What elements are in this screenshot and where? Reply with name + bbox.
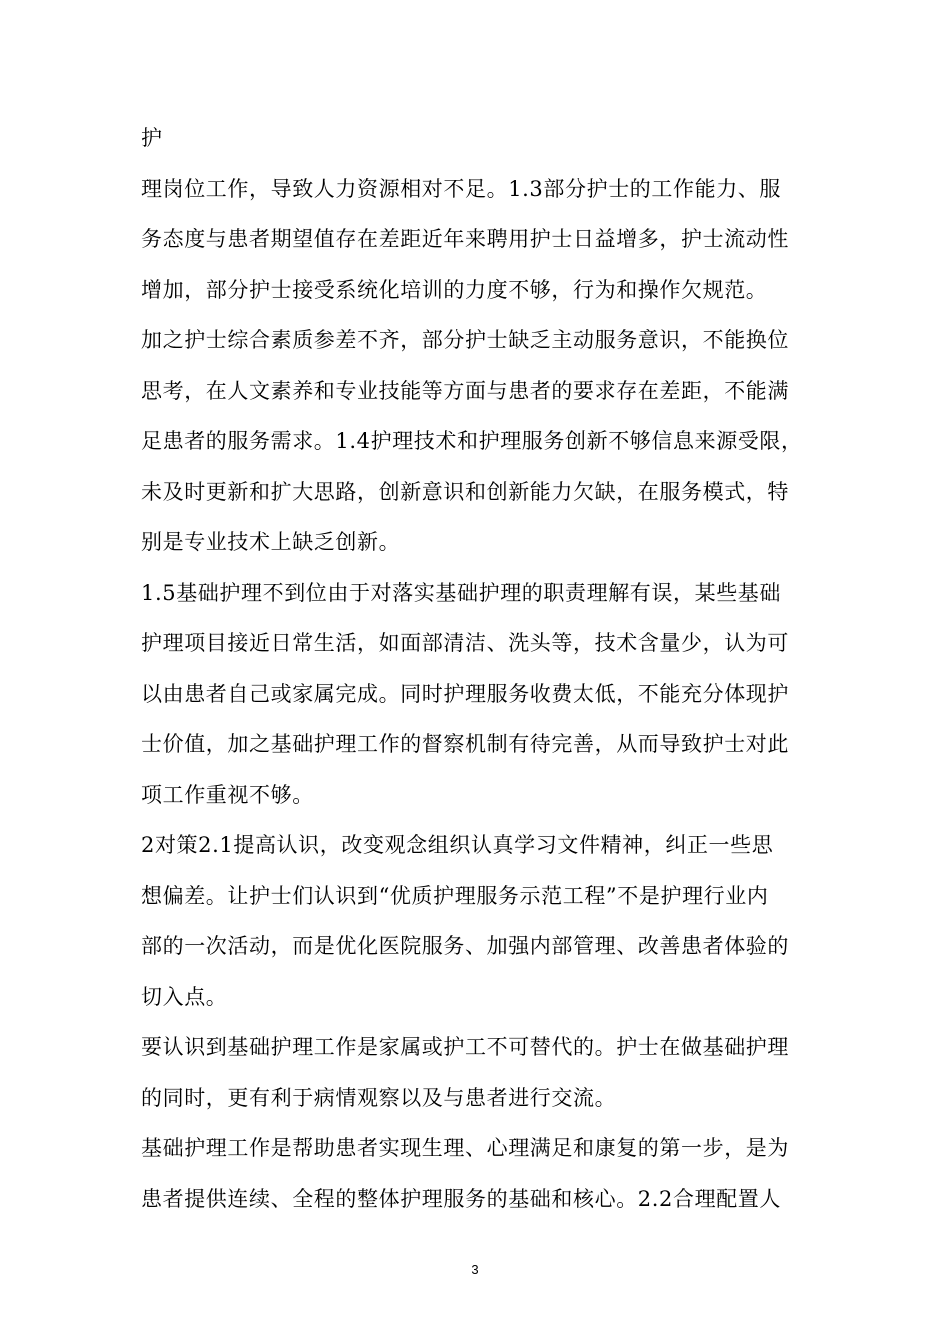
text-line: 项工作重视不够。 xyxy=(141,783,314,807)
text-line: 务态度与患者期望值存在差距近年来聘用护士日益增多，护士流动性 xyxy=(141,227,789,251)
text-line: 理岗位工作，导致人力资源相对不足。1.3部分护士的工作能力、服 xyxy=(141,177,781,201)
text-line: 想偏差。让护士们认识到“优质护理服务示范工程”不是护理行业内 xyxy=(141,884,769,908)
text-line: 1.5基础护理不到位由于对落实基础护理的职责理解有误，某些基础 xyxy=(141,581,781,605)
text-line: 患者提供连续、全程的整体护理服务的基础和核心。2.2合理配置人 xyxy=(141,1187,781,1211)
text-line: 2对策2.1提高认识，改变观念组织认真学习文件精神，纠正一些思 xyxy=(141,833,774,857)
text-line: 加之护士综合素质参差不齐，部分护士缺乏主动服务意识，不能换位 xyxy=(141,328,789,352)
text-line: 部的一次活动，而是优化医院服务、加强内部管理、改善患者体验的 xyxy=(141,934,789,958)
text-line: 士价值，加之基础护理工作的督察机制有待完善，从而导致护士对此 xyxy=(141,732,789,756)
text-line: 要认识到基础护理工作是家属或护工不可替代的。护士在做基础护理 xyxy=(141,1035,789,1059)
text-line: 基础护理工作是帮助患者实现生理、心理满足和康复的第一步，是为 xyxy=(141,1136,789,1160)
page-number: 3 xyxy=(471,1262,479,1277)
text-line: 护 xyxy=(141,126,163,150)
text-line: 未及时更新和扩大思路，创新意识和创新能力欠缺，在服务模式，特 xyxy=(141,480,789,504)
text-line: 思考，在人文素养和专业技能等方面与患者的要求存在差距，不能满 xyxy=(141,379,789,403)
text-line: 以由患者自己或家属完成。同时护理服务收费太低，不能充分体现护 xyxy=(141,682,789,706)
text-line: 切入点。 xyxy=(141,985,228,1009)
text-line: 别是专业技术上缺乏创新。 xyxy=(141,530,401,554)
text-line: 护理项目接近日常生活，如面部清洁、洗头等，技术含量少，认为可 xyxy=(141,631,789,655)
text-line: 增加，部分护士接受系统化培训的力度不够，行为和操作欠规范。 xyxy=(141,278,768,302)
text-line: 足患者的服务需求。1.4护理技术和护理服务创新不够信息来源受限， xyxy=(141,429,803,453)
text-line: 的同时，更有利于病情观察以及与患者进行交流。 xyxy=(141,1086,617,1110)
